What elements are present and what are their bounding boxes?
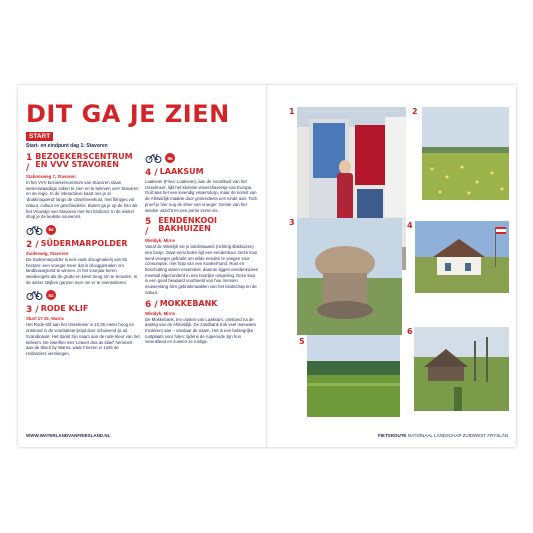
junction-badge: 84 — [46, 225, 56, 235]
entry-title: EENDENKOOI BAKHUIZEN — [158, 216, 218, 234]
route-marker — [26, 225, 140, 235]
left-page — [18, 85, 267, 447]
entry-head — [145, 168, 259, 178]
column-right — [145, 153, 259, 349]
entry-1 — [26, 153, 140, 220]
footer-route-text: NATIONAAL LANDSCHAP ZUIDWEST FRYSLÂN — [407, 433, 508, 438]
entry-title: MOKKEBANK — [159, 298, 218, 308]
column-left — [26, 153, 140, 361]
photo-mokkebank — [414, 327, 509, 411]
entry-head — [145, 300, 259, 310]
entry-number: 2 / — [26, 239, 39, 250]
entry-5 — [145, 217, 259, 295]
route-marker — [26, 290, 140, 300]
photo-rode-klif — [297, 218, 402, 335]
photo-number: 6 — [407, 327, 413, 336]
entry-head — [26, 153, 140, 173]
route-marker — [145, 153, 259, 163]
photo-eendenkooi — [307, 335, 400, 417]
photo-6-image — [414, 327, 509, 411]
entry-head — [26, 240, 140, 250]
bicycle-icon — [145, 153, 162, 163]
entry-address: Stationsweg 7, Stavoren — [26, 174, 76, 179]
entry-body: Laaksum (Fries: Loaksum), aan de noordkust van het IJsselmeer, lijkt het kleinste vissershaventje van Europa. Ooit was het een levendig vissersdorp, maar de komst van de Afsluitdijk maakte door grotendeels een einde aan. Toch proef je hier nog de sfeer van vroeger. Geniet van het weidse uitzicht en een portie verse vis. — [145, 179, 258, 213]
entry-number: 3 / — [26, 305, 39, 316]
magazine-spread — [18, 85, 516, 447]
entry-6 — [145, 300, 259, 346]
photo-meadow — [422, 107, 509, 200]
bicycle-icon — [26, 290, 43, 300]
entry-number: 1 / — [26, 153, 33, 173]
entry-body: Vanaf de Wieldyk sie je landinwaarts (richting Bakhuizen) een bosje. Daar verscholen ligt een eendenkooi. Deze kooi werd vroeger gebruikt om wilde eenden te vangen voor consumptie, met hulp van een kooikerhond. Rust en beschutting waren essentieel, daarom liggen eendenkooien meestal afgezonderd in een bosrijke omgeving. Deze kooi is een goed bewaard voorbeeld van hoe mensen eeuwenlang slim gebruikmaakten van het landschap en de natuur. — [145, 244, 259, 295]
photo-laaksum — [415, 221, 509, 293]
photo-5-image — [307, 335, 400, 417]
photo-number: 5 — [299, 337, 305, 346]
footer-url: WWW.WATERLANDVANFRIESLAND.NL — [26, 433, 111, 438]
photo-number: 4 — [407, 221, 413, 230]
entry-head — [26, 305, 140, 315]
entry-number: 6 / — [145, 299, 158, 310]
photo-number: 1 — [289, 107, 295, 116]
entry-number: 4 / — [145, 168, 158, 178]
photo-number: 2 — [412, 107, 418, 116]
subheading: Start- en eindpunt dag 1: Stavoren — [26, 143, 108, 149]
photo-number: 3 — [289, 218, 295, 227]
entry-body: In het VVV bezoekerscentrum van Stavoren staan wetenswaardige zaken te zien en te beleven over Stavoren en de regio. In de interactieve kaart reis je al 'drukknoppend' langs de IJsselmeerkust, met filmpjes vol natuur, cultuur en geschiedenis. Buiten ga je op de foto als het Vrouwtje van Stavoren met het fotobord. In de winkel shop je de leukste souvenirs. — [26, 180, 139, 220]
entry-address: Skarl 17-15, Warns — [26, 316, 65, 322]
photo-4-image — [415, 221, 509, 293]
right-page — [267, 85, 516, 447]
entry-head — [145, 217, 259, 237]
junction-badge: 85 — [165, 153, 175, 163]
junction-badge: 52 — [46, 290, 56, 300]
entry-title: RODE KLIF — [40, 304, 89, 314]
entry-title: LAAKSUM — [159, 167, 204, 176]
entry-number: 5 / — [145, 217, 152, 238]
entry-address: Wieldyk, Mirns — [145, 310, 176, 316]
bicycle-icon — [26, 225, 43, 235]
entry-3 — [26, 305, 140, 356]
photo-3-image — [297, 218, 402, 335]
start-tag: START — [26, 132, 53, 141]
entry-address: Wieldyk, Mirns — [145, 238, 176, 244]
entry-title: BEZOEKERSCENTRUM EN VVV STAVOREN — [35, 152, 133, 169]
entry-body: De Mokkebank, ten oosten van Laaksum, ontstond na de aanleg van de Afsluitdijk. De zandbank trok veel meeuwen (mokken) aan – vandaar de naam. Het is een belangrijke rustplaats voor futen: tijdens de ruiperiode zijn hun verenkleed en zoeken ze rustige. — [145, 316, 257, 345]
entry-2 — [26, 240, 140, 286]
page-title: DIT GA JE ZIEN — [26, 100, 230, 128]
entry-4 — [145, 168, 259, 213]
footer-route-bold: FIETSROUTE — [377, 433, 407, 438]
entry-title: SÜDERMARPOLDER — [40, 238, 128, 248]
entry-body: Het Rode Klif aan het IJsselmeer is 10,35 meter hoog en ontstond in de voorlaatste ijstijd door schuivend ijs uit Scandinavië. Het dankt zijn naam aan de rode kleur van het keileem. De zwerfkei met 'Leaver dea as slaef' herinnert aan de Slach by Warns, waar Friezen in 1345 de Hollanders versloegen. — [26, 322, 140, 356]
entry-body: De Südermarpolder is een oude droogmakerij van 82 hectare: een vroeger meer dat is drooggemalen om landbouwgrond te winnen. In het voorjaar keren weidevogels als de grutto en kievit terug om te broeden. In de winter strijken ganzen neer om er te overwinteren. — [26, 256, 138, 285]
footer-route — [378, 433, 508, 438]
photo-2-image — [422, 107, 509, 200]
entry-address: Zuiderweg, Stavoren — [26, 250, 69, 256]
